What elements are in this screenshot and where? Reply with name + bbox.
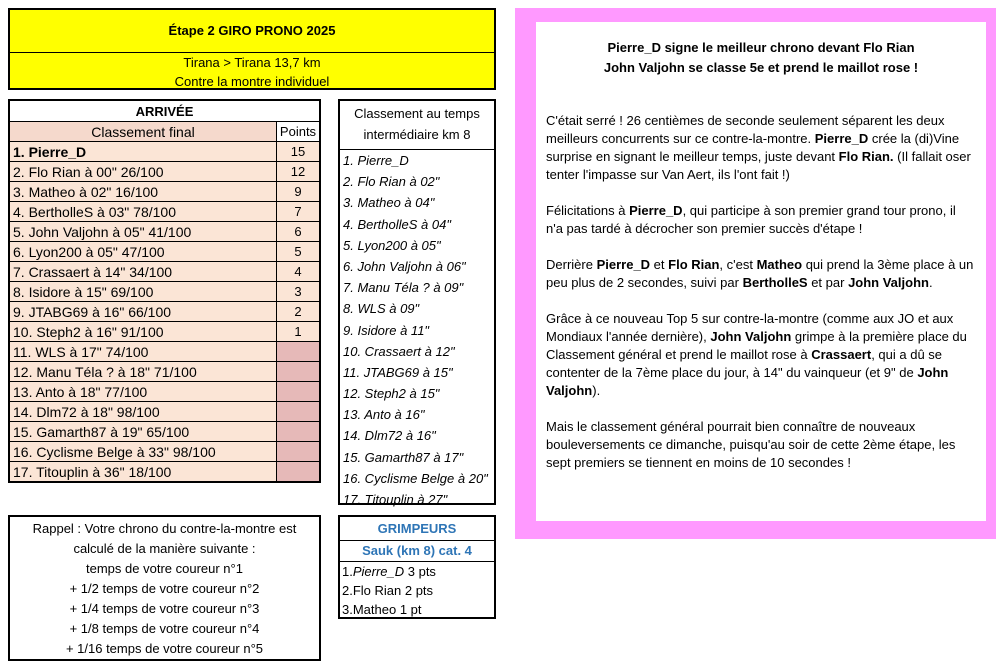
rider-points: 9 [277, 182, 321, 202]
intermediate-title-line2: intermédiaire km 8 [363, 127, 471, 142]
arrival-title: ARRIVÉE [9, 100, 320, 122]
article-paragraph: Mais le classement général pourrait bien connaître de nouveaux bouleversements ce dimanche, puisqu'au soir de cette 2ème étape, les sept premiers se tiennent en moins de 10 secondes ! [546, 419, 956, 470]
rider-points: 5 [277, 242, 321, 262]
rider-result: 1. Pierre_D [9, 142, 277, 162]
rider-result: 5. John Valjohn à 05" 41/100 [9, 222, 277, 242]
reminder-line: + 1/4 temps de votre coureur n°3 [69, 601, 260, 616]
rider-result: 7. Crassaert à 14" 34/100 [9, 262, 277, 282]
rider-points [277, 342, 321, 362]
rider-result: 8. Isidore à 15" 69/100 [9, 282, 277, 302]
rider-result: 17. Titouplin à 36" 18/100 [9, 462, 277, 483]
table-row [9, 162, 320, 182]
table-row [9, 382, 320, 402]
article-paragraph: Derrière Pierre_D et Flo Rian, c'est Matheo qui prend la 3ème place à un peu plus de 2 secondes, suivi par BertholleS et par John Valjohn. [546, 257, 974, 290]
list-item: 1. Pierre_D [343, 153, 409, 168]
rider-points: 1 [277, 322, 321, 342]
list-item: 13. Anto à 16" [343, 407, 425, 423]
table-row [9, 242, 320, 262]
reminder-line: Rappel : Votre chrono du contre-la-montre est [32, 521, 297, 536]
arrival-rows [9, 142, 320, 483]
table-row [9, 202, 320, 222]
article-paragraph: Félicitations à Pierre_D, qui participe à son premier grand tour prono, il n'a pas tardé à décrocher son premier succès d'étape ! [546, 203, 956, 236]
col-final-ranking: Classement final [9, 122, 277, 142]
list-item: 17. Titouplin à 27" [343, 492, 448, 507]
rider-result: 16. Cyclisme Belge à 33" 98/100 [9, 442, 277, 462]
rider-points: 4 [277, 262, 321, 282]
table-row [9, 362, 320, 382]
climbers-title: GRIMPEURS [340, 517, 494, 541]
table-row [9, 442, 320, 462]
list-item: 12. Steph2 à 15" [343, 386, 440, 402]
climbers-subtitle: Sauk (km 8) cat. 4 [340, 541, 494, 562]
list-item: 6. John Valjohn à 06" [343, 258, 466, 274]
table-row [9, 402, 320, 422]
rider-result: 2. Flo Rian à 00" 26/100 [9, 162, 277, 182]
table-row [9, 422, 320, 442]
rider-result: 13. Anto à 18" 77/100 [9, 382, 277, 402]
list-item: 3. Matheo à 04" [343, 195, 435, 211]
intermediate-rows [340, 150, 494, 510]
list-item: 10. Crassaert à 12" [343, 343, 455, 359]
rider-points: 3 [277, 282, 321, 302]
reminder-line: + 1/8 temps de votre coureur n°4 [69, 621, 260, 636]
stage-type: Contre la montre individuel [174, 74, 330, 89]
list-item: 7. Manu Téla ? à 09" [343, 280, 464, 296]
table-row [9, 342, 320, 362]
climber-row: 3.Matheo 1 pt [342, 602, 422, 617]
rider-points [277, 402, 321, 422]
article-paragraph: C'était serré ! 26 centièmes de seconde seulement séparent les deux meilleurs concurrents sur ce contre-la-montre. Pierre_D crée la (di)Vine surprise en signant le meilleur temps, juste devant Flo Rian. (Il fallait oser tenter l'impasse sur Van Aert, ils l'ont fait !) [546, 113, 971, 182]
rider-result: 12. Manu Téla ? à 18" 71/100 [9, 362, 277, 382]
rider-points: 12 [277, 162, 321, 182]
intermediate-title [340, 101, 494, 150]
rider-result: 11. WLS à 17" 74/100 [9, 342, 277, 362]
stage-route: Tirana > Tirana 13,7 km [183, 55, 321, 70]
rider-points: 7 [277, 202, 321, 222]
table-row [9, 282, 320, 302]
table-row [9, 142, 320, 162]
table-row [9, 322, 320, 342]
rider-points [277, 382, 321, 402]
table-row [9, 302, 320, 322]
article [536, 22, 986, 521]
list-item: 14. Dlm72 à 16" [343, 428, 436, 444]
stage-header [8, 8, 496, 90]
climber-row: 2.Flo Rian 2 pts [342, 583, 434, 598]
rider-result: 3. Matheo à 02" 16/100 [9, 182, 277, 202]
col-points: Points [277, 122, 321, 142]
rider-points [277, 362, 321, 382]
article-paragraph: Grâce à ce nouveau Top 5 sur contre-la-montre (comme aux JO et aux Mondiaux l'année dernière), John Valjohn grimpe à la première place du Classement général et prend le maillot rose à Crassaert, qui a dû se contenter de la 7ème place du jour, à 14" du vainqueur (et 9" de John Valjohn). [546, 311, 967, 398]
reminder-line: + 1/16 temps de votre coureur n°5 [65, 641, 264, 656]
intermediate-title-line1: Classement au temps [354, 106, 480, 121]
list-item: 8. WLS à 09" [343, 301, 420, 317]
rider-points: 2 [277, 302, 321, 322]
climbers-box [338, 515, 496, 619]
list-item: 9. Isidore à 11" [343, 322, 430, 338]
table-row [9, 182, 320, 202]
rider-result: 9. JTABG69 à 16" 66/100 [9, 302, 277, 322]
stage-title: Étape 2 GIRO PRONO 2025 [10, 10, 494, 53]
rider-points [277, 422, 321, 442]
list-item: 15. Gamarth87 à 17" [343, 449, 464, 465]
rider-points: 6 [277, 222, 321, 242]
list-item: 4. BertholleS à 04" [343, 216, 451, 232]
rider-points [277, 442, 321, 462]
table-row [9, 262, 320, 282]
climber-row: 1.Pierre_D 3 pts [342, 564, 436, 579]
rider-result: 15. Gamarth87 à 19" 65/100 [9, 422, 277, 442]
list-item: 16. Cyclisme Belge à 20" [343, 470, 488, 486]
rider-points [277, 462, 321, 483]
reminder-line: calculé de la manière suivante : [73, 541, 256, 556]
list-item: 2. Flo Rian à 02" [343, 174, 440, 190]
rider-points: 15 [277, 142, 321, 162]
reminder-line: temps de votre coureur n°1 [86, 561, 243, 576]
rider-result: 6. Lyon200 à 05" 47/100 [9, 242, 277, 262]
table-row [9, 222, 320, 242]
reminder-box [8, 515, 321, 661]
list-item: 11. JTABG69 à 15" [343, 364, 453, 380]
rider-result: 10. Steph2 à 16" 91/100 [9, 322, 277, 342]
table-row [9, 462, 320, 483]
article-headline: Pierre_D signe le meilleur chrono devant Flo Rian John Valjohn se classe 5e et prend le maillot rose ! [603, 40, 919, 75]
intermediate-ranking [338, 99, 496, 505]
rider-result: 4. BertholleS à 03" 78/100 [9, 202, 277, 222]
reminder-line: + 1/2 temps de votre coureur n°2 [69, 581, 260, 596]
rider-result: 14. Dlm72 à 18" 98/100 [9, 402, 277, 422]
arrival-table [8, 99, 321, 483]
list-item: 5. Lyon200 à 05" [343, 237, 441, 253]
